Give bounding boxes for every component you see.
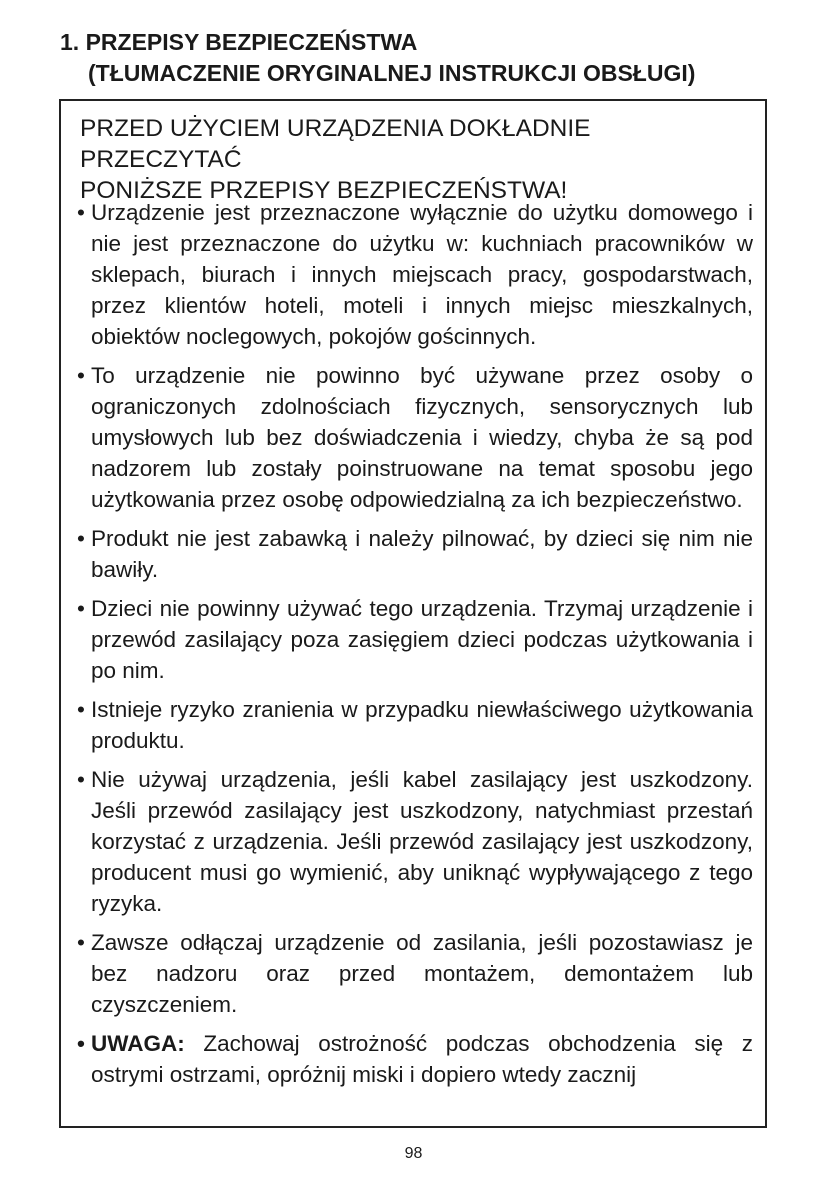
bullet-icon: • [77,363,85,388]
rule-text: Dzieci nie powinny używać tego urządzenia. Trzymaj urządzenie i przewód zasilający poza zasięgiem dzieci podczas użytkowania i po nim. [91,596,753,683]
rule-item [77,694,753,756]
read-before-use-notice [80,113,750,206]
section-title: 1. PRZEPISY BEZPIECZEŃSTWA [60,29,418,55]
rule-item [77,764,753,919]
bullet-icon: • [77,526,85,551]
caution-item [77,1028,753,1090]
notice-line-2: PONIŻSZE PRZEPISY BEZPIECZEŃSTWA! [80,177,568,204]
bullet-icon: • [77,697,85,722]
section-heading [60,27,695,89]
notice-line-1: PRZED UŻYCIEM URZĄDZENIA DOKŁADNIE PRZECZYTAĆ [80,115,591,173]
rule-text: To urządzenie nie powinno być używane przez osoby o ograniczonych zdolnościach fizycznych, sensorycznych lub umysłowych lub bez doświadczenia i wiedzy, chyba że są pod nadzorem lub zostały poinstruowane na temat sposobu jego użytkowania przez osobę odpowiedzialną za ich bezpieczeństwo. [91,363,753,512]
caution-label: UWAGA: [91,1031,185,1056]
rule-text: Istnieje ryzyko zranienia w przypadku niewłaściwego użytkowania produktu. [91,697,753,753]
rule-text: Zawsze odłączaj urządzenie od zasilania, jeśli pozostawiasz je bez nadzoru oraz przed montażem, demontażem lub czyszczeniem. [91,930,753,1017]
caution-text: Zachowaj ostrożność podczas obchodzenia się z ostrymi ostrzami, opróżnij miski i dopiero wtedy zacznij [91,1031,753,1087]
safety-rules-list [77,197,753,1098]
page-number: 98 [404,1145,423,1162]
bullet-icon: • [77,596,85,621]
bullet-icon: • [77,930,85,955]
safety-rules-box [59,99,767,1128]
rule-item [77,593,753,686]
rule-item [77,927,753,1020]
rule-text: Urządzenie jest przeznaczone wyłącznie do użytku domowego i nie jest przeznaczone do użytku w: kuchniach pracowników w sklepach, biurach i innych miejscach pracy, gospodarstwach, przez klientów hoteli, moteli i innych miejsc mieszkalnych, obiektów noclegowych, pokojów gościnnych. [91,200,753,349]
rule-item [77,360,753,515]
rule-text: Produkt nie jest zabawką i należy pilnować, by dzieci się nim nie bawiły. [91,526,753,582]
rule-text: Nie używaj urządzenia, jeśli kabel zasilający jest uszkodzony. Jeśli przewód zasilający jest uszkodzony, natychmiast przestań korzystać z urządzenia. Jeśli przewód zasilający jest uszkodzony, producent musi go wymienić, aby uniknąć wypływającego z tego ryzyka. [91,767,753,916]
bullet-icon: • [77,200,85,225]
rule-item [77,197,753,352]
bullet-icon: • [77,1031,85,1056]
bullet-icon: • [77,767,85,792]
section-subtitle: (TŁUMACZENIE ORYGINALNEJ INSTRUKCJI OBSŁUGI) [88,60,696,86]
rule-item [77,523,753,585]
